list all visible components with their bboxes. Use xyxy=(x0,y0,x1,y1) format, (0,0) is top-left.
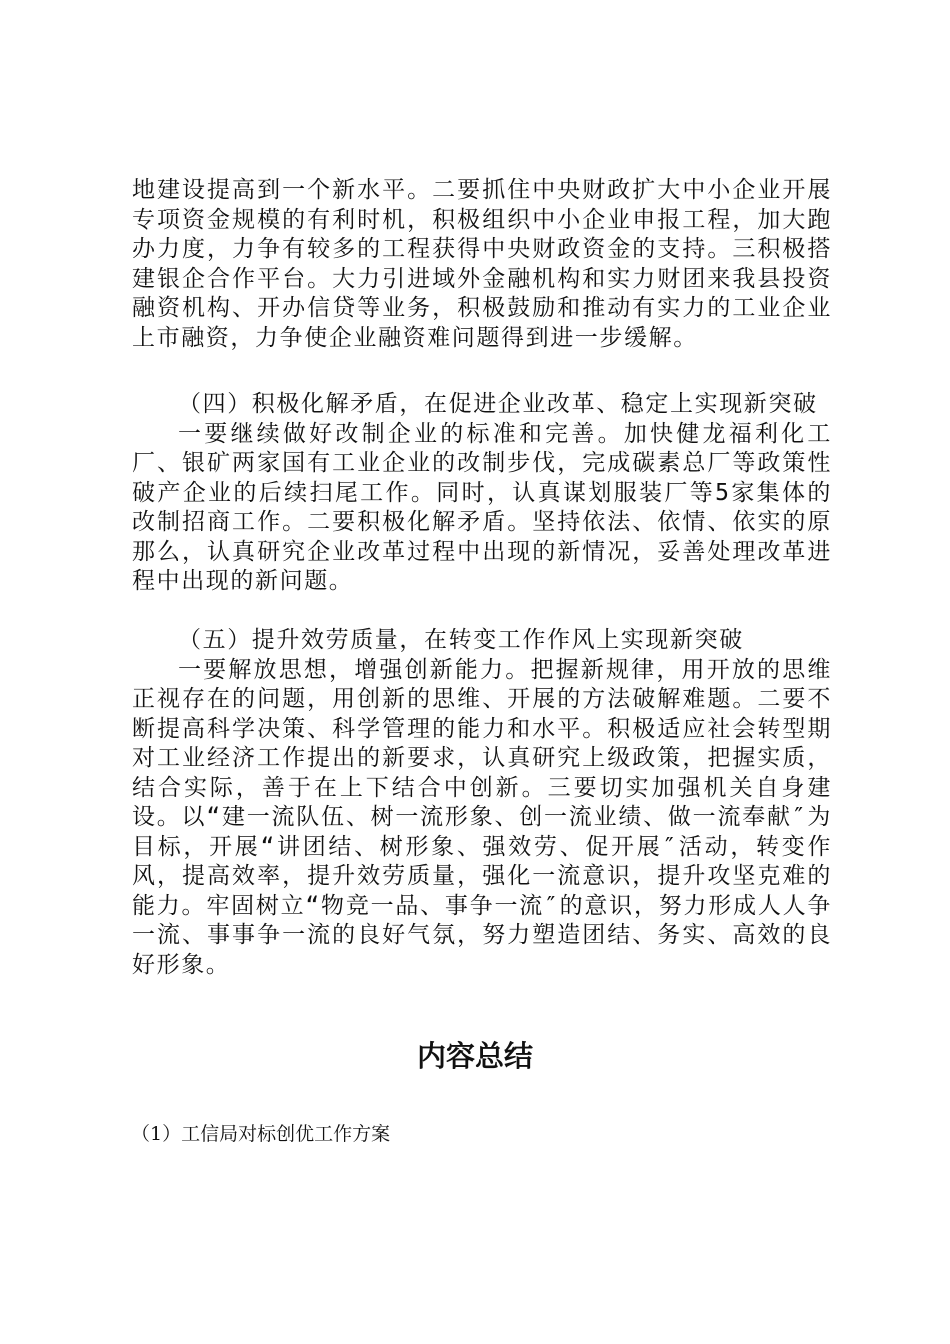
section-heading: （四）积极化解矛盾，在促进企业改革、稳定上实现新突破 xyxy=(178,391,818,417)
body-paragraph: 一要继续做好改制企业的标准和完善。加快健龙福利化工厂、银矿两家国有工业企业的改制步伐，完成碳素总厂等政策性破产企业的后续扫尾工作。同时，认真谋划服装厂等5家集体的改制招商工作。二要积极化解矛盾。坚持依法、依情、依实的原那么，认真研究企业改革过程中出现的新情况，妥善处理改革进程中出现的新问题。 xyxy=(132,420,832,594)
section-heading: （五）提升效劳质量，在转变工作作风上实现新突破 xyxy=(178,627,744,653)
body-paragraph: 一要解放思想，增强创新能力。把握新规律，用开放的思维正视存在的问题，用创新的思维、开展的方法破解难题。二要不断提高科学决策、科学管理的能力和水平。积极适应社会转型期对工业经济工作提出的新要求，认真研究上级政策，把握实质，结合实际，善于在上下结合中创新。三要切实加强机关自身建设。以“建一流队伍、树一流形象、创一流业绩、做一流奉献″为目标，开展“讲团结、树形象、强效劳、促开展″活动，转变作风，提高效率，提升效劳质量，强化一流意识，提升攻坚克难的能力。牢固树立“物竞一品、事争一流″的意识，努力形成人人争一流、事事争一流的良好气氛，努力塑造团结、务实、高效的良好形象。 xyxy=(132,656,832,978)
section-five xyxy=(132,626,832,980)
continuation-block xyxy=(132,176,832,353)
section-four xyxy=(132,390,832,597)
summary-item: （1）工信局对标创优工作方案 xyxy=(131,1123,391,1145)
body-paragraph: 地建设提高到一个新水平。二要抓住中央财政扩大中小企业开展专项资金规模的有利时机，积极组织中小企业申报工程，加大跑办力度，力争有较多的工程获得中央财政资金的支持。三积极搭建银企合作平台。大力引进域外金融机构和实力财团来我县投资融资机构、开办信贷等业务，积极鼓励和推动有实力的工业企业上市融资，力争使企业融资难问题得到进一步缓解。 xyxy=(132,177,832,351)
summary-title: 内容总结 xyxy=(416,1039,533,1073)
